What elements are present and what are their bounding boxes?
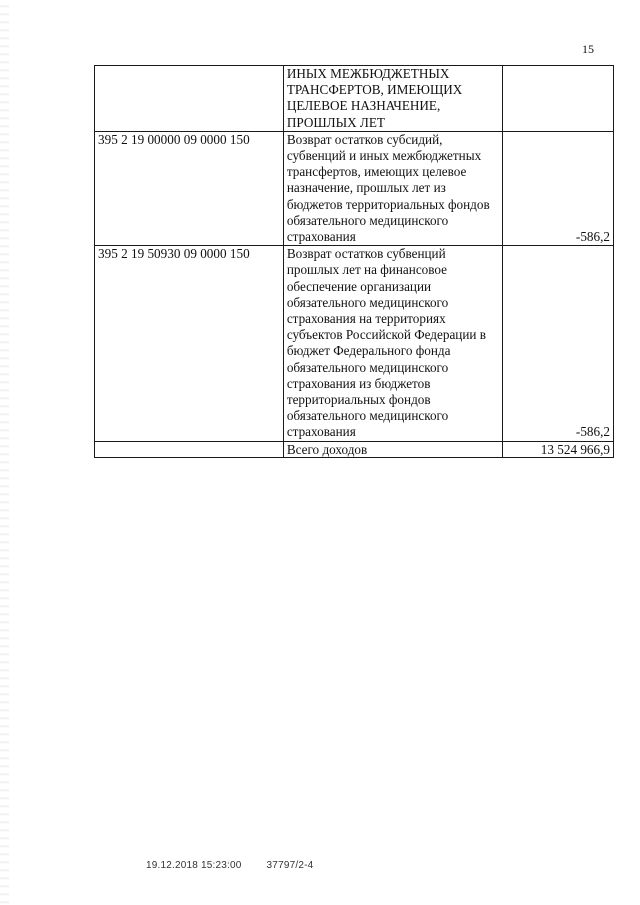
- page-number: 15: [582, 42, 594, 56]
- table-row: [95, 246, 614, 441]
- budget-code: 395 2 19 00000 09 0000 150: [95, 131, 284, 245]
- table-row: [95, 131, 614, 245]
- revenue-description: ИНЫХ МЕЖБЮДЖЕТНЫХ ТРАНСФЕРТОВ, ИМЕЮЩИХ ЦЕЛЕВОЕ НАЗНАЧЕНИЕ, ПРОШЛЫХ ЛЕТ: [283, 66, 502, 132]
- revenue-amount: -586,2: [502, 131, 613, 245]
- revenue-description: Возврат остатков субсидий, субвенций и иных межбюджетных трансфертов, имеющих целевое назначение, прошлых лет из бюджетов территориальных фондов обязательного медицинского страхования: [283, 131, 502, 245]
- scan-edge: [0, 0, 9, 905]
- table-row: [95, 66, 614, 132]
- footer-timestamp: 19.12.2018 15:23:00: [146, 860, 242, 871]
- total-label: Всего доходов: [283, 441, 502, 457]
- footer-doc-id: 37797/2-4: [266, 860, 314, 871]
- revenue-description: Возврат остатков субвенций прошлых лет на финансовое обеспечение организации обязательного медицинского страхования на территориях субъектов Российской Федерации в бюджет Федерального фонда обязательного медицинского страхования из бюджетов территориальных фондов обязательного медицинского страхования: [283, 246, 502, 441]
- total-row: [95, 441, 614, 457]
- total-code-empty: [95, 441, 284, 457]
- total-amount: 13 524 966,9: [502, 441, 613, 457]
- revenue-amount: -586,2: [502, 246, 613, 441]
- revenue-amount: [502, 66, 613, 132]
- footer-stamp: [146, 860, 313, 871]
- budget-code: [95, 66, 284, 132]
- revenue-table: [94, 65, 614, 458]
- budget-code: 395 2 19 50930 09 0000 150: [95, 246, 284, 441]
